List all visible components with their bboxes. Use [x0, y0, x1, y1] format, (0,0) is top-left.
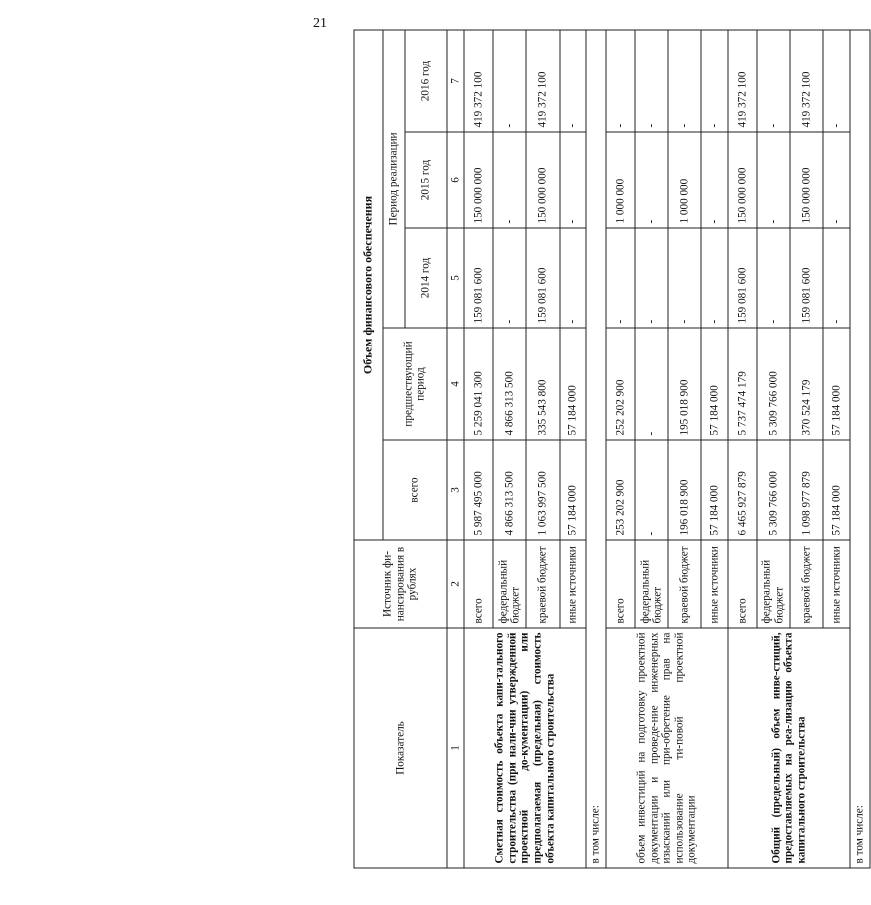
header-indicator: Показатель: [354, 628, 447, 868]
value-cell-y2015: 150 000 000: [728, 132, 757, 228]
page-number: 21: [313, 16, 327, 31]
source-cell: краевой бюджет: [790, 540, 823, 628]
value-cell-previous: 5 259 041 300: [464, 328, 493, 440]
value-cell-total: -: [635, 440, 668, 540]
value-cell-total: 253 202 900: [606, 440, 635, 540]
rotated-table-container: [354, 31, 871, 869]
source-cell: всего: [606, 540, 635, 628]
value-cell-y2015: 150 000 000: [790, 132, 823, 228]
value-cell-y2016: 419 372 100: [464, 30, 493, 132]
value-cell-y2016: -: [757, 30, 790, 132]
value-cell-total: 1 098 977 879: [790, 440, 823, 540]
source-cell: всего: [464, 540, 493, 628]
value-cell-y2014: 159 081 600: [728, 228, 757, 328]
value-cell-y2016: -: [560, 30, 587, 132]
value-cell-y2015: 1 000 000: [606, 132, 635, 228]
value-cell-previous: 57 184 000: [823, 328, 850, 440]
header-2016: 2016 год: [405, 30, 447, 132]
value-cell-y2016: -: [606, 30, 635, 132]
value-cell-y2014: -: [635, 228, 668, 328]
value-cell-y2016: -: [668, 30, 701, 132]
header-total: всего: [383, 440, 447, 540]
value-cell-previous: 4 866 313 500: [493, 328, 526, 440]
value-cell-y2016: -: [701, 30, 728, 132]
value-cell-previous: 57 184 000: [701, 328, 728, 440]
value-cell-previous: 5 309 766 000: [757, 328, 790, 440]
column-number-row: [447, 30, 464, 868]
value-cell-y2016: 419 372 100: [526, 30, 559, 132]
value-cell-y2014: 159 081 600: [464, 228, 493, 328]
value-cell-y2014: 159 081 600: [526, 228, 559, 328]
value-cell-total: 57 184 000: [560, 440, 587, 540]
section-label-row: [586, 30, 606, 868]
source-cell: федеральный бюджет: [757, 540, 790, 628]
source-cell: краевой бюджет: [526, 540, 559, 628]
header-implementation-period: Период реализации: [383, 30, 405, 328]
section-label-row: [850, 30, 870, 868]
column-number: 7: [447, 30, 464, 132]
table-row: [728, 30, 757, 868]
column-number: 4: [447, 328, 464, 440]
value-cell-y2015: 150 000 000: [526, 132, 559, 228]
value-cell-y2016: -: [823, 30, 850, 132]
value-cell-total: 5 309 766 000: [757, 440, 790, 540]
value-cell-previous: -: [635, 328, 668, 440]
column-number: 5: [447, 228, 464, 328]
value-cell-y2015: -: [635, 132, 668, 228]
value-cell-y2015: 1 000 000: [668, 132, 701, 228]
header-previous-period: предшествующий период: [383, 328, 447, 440]
value-cell-y2015: -: [757, 132, 790, 228]
value-cell-total: 4 866 313 500: [493, 440, 526, 540]
value-cell-y2015: -: [701, 132, 728, 228]
value-cell-y2015: -: [493, 132, 526, 228]
header-2015: 2015 год: [405, 132, 447, 228]
source-cell: краевой бюджет: [668, 540, 701, 628]
section-label: в том числе:: [850, 30, 870, 868]
source-cell: иные источники: [560, 540, 587, 628]
value-cell-y2016: -: [635, 30, 668, 132]
value-cell-total: 196 018 900: [668, 440, 701, 540]
value-cell-y2015: -: [823, 132, 850, 228]
value-cell-y2014: 159 081 600: [790, 228, 823, 328]
value-cell-y2016: 419 372 100: [790, 30, 823, 132]
source-cell: всего: [728, 540, 757, 628]
value-cell-y2014: -: [606, 228, 635, 328]
value-cell-y2014: -: [668, 228, 701, 328]
header-volume: Объем финансового обеспечения: [354, 30, 383, 540]
source-cell: федеральный бюджет: [493, 540, 526, 628]
value-cell-total: 5 987 495 000: [464, 440, 493, 540]
value-cell-previous: 335 543 800: [526, 328, 559, 440]
value-cell-total: 57 184 000: [823, 440, 850, 540]
source-cell: иные источники: [823, 540, 850, 628]
column-number: 6: [447, 132, 464, 228]
indicator-cell: объем инвестиций на подготовку проектной документации и проведе-ние инженерных изысканий или при-обретение прав на использование ти-повой проектной документации: [606, 628, 728, 868]
table-row: [606, 30, 635, 868]
table-body: [354, 30, 870, 868]
source-cell: федеральный бюджет: [635, 540, 668, 628]
value-cell-total: 6 465 927 879: [728, 440, 757, 540]
value-cell-total: 1 063 997 500: [526, 440, 559, 540]
section-label: в том числе:: [586, 30, 606, 868]
value-cell-previous: 252 202 900: [606, 328, 635, 440]
indicator-cell: Сметная стоимость объекта капи-тального строительства (при нали-чии утвержденной проектной до-кументации) или предполагаемая (предельная) стоимость объекта капитального строительства: [464, 628, 586, 868]
value-cell-previous: 5 737 474 179: [728, 328, 757, 440]
value-cell-y2014: -: [823, 228, 850, 328]
indicator-cell: Общий (предельный) объем инве-стиций, предоставляемых на реа-лизацию объекта капитального строительства: [728, 628, 850, 868]
value-cell-y2014: -: [757, 228, 790, 328]
header-source: Источник фи-нансирования в рублях: [354, 540, 447, 628]
value-cell-previous: 195 018 900: [668, 328, 701, 440]
value-cell-y2015: 150 000 000: [464, 132, 493, 228]
column-number: 1: [447, 628, 464, 868]
value-cell-y2014: -: [493, 228, 526, 328]
column-number: 2: [447, 540, 464, 628]
value-cell-total: 57 184 000: [701, 440, 728, 540]
value-cell-previous: 57 184 000: [560, 328, 587, 440]
financing-table: [354, 29, 871, 868]
header-2014: 2014 год: [405, 228, 447, 328]
table-row: [464, 30, 493, 868]
value-cell-y2016: -: [493, 30, 526, 132]
source-cell: иные источники: [701, 540, 728, 628]
value-cell-y2015: -: [560, 132, 587, 228]
column-number: 3: [447, 440, 464, 540]
value-cell-y2014: -: [701, 228, 728, 328]
value-cell-y2016: 419 372 100: [728, 30, 757, 132]
value-cell-previous: 370 524 179: [790, 328, 823, 440]
value-cell-y2014: -: [560, 228, 587, 328]
